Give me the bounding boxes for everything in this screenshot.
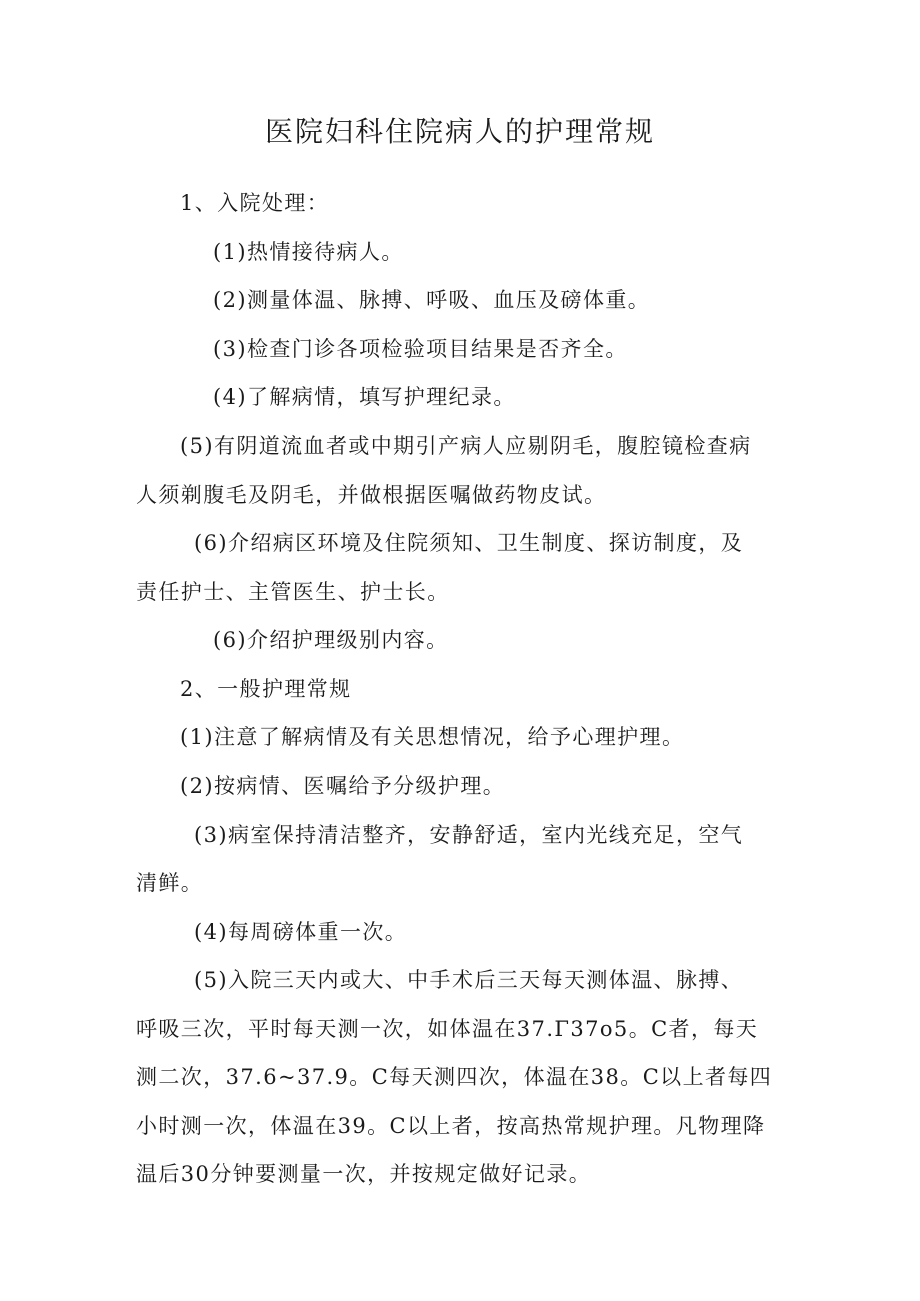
list-item: (2)按病情、医嘱给予分级护理。 — [180, 774, 506, 798]
list-item: (3)病室保持清洁整齐，安静舒适，室内光线充足，空气 — [194, 823, 744, 847]
section-heading-general-care: 2、一般护理常规 — [180, 677, 352, 701]
list-item: (6)介绍护理级别内容。 — [213, 628, 449, 652]
list-item: (6)介绍病区环境及住院须知、卫生制度、探访制度，及 — [194, 531, 744, 555]
section-heading-admission: 1、入院处理： — [180, 191, 330, 215]
list-item-continuation: 呼吸三次，平时每天测一次，如体温在37.Γ37o5。C者，每天 — [136, 1017, 759, 1041]
list-item: (5)入院三天内或大、中手术后三天每天测体温、脉搏、 — [194, 968, 744, 992]
list-item-continuation: 责任护士、主管医生、护士长。 — [136, 580, 450, 604]
list-item: (5)有阴道流血者或中期引产病人应剔阴毛，腹腔镜检查病 — [180, 434, 752, 458]
list-item: (1)热情接待病人。 — [213, 240, 404, 264]
list-item-continuation: 清鲜。 — [136, 871, 204, 895]
list-item: (4)每周磅体重一次。 — [194, 920, 408, 944]
list-item-continuation: 测二次，37.6~37.9。C每天测四次，体温在38。C以上者每四 — [136, 1065, 773, 1089]
list-item: (1)注意了解病情及有关思想情况，给予心理护理。 — [180, 725, 685, 749]
list-item-continuation: 小时测一次，体温在39。C以上者，按高热常规护理。凡物理降 — [136, 1114, 766, 1138]
list-item: (2)测量体温、脉搏、呼吸、血压及磅体重。 — [213, 288, 651, 312]
list-item-continuation: 温后30分钟要测量一次，并按规定做好记录。 — [136, 1162, 592, 1186]
page-title: 医院妇科住院病人的护理常规 — [264, 115, 655, 148]
list-item: (3)检查门诊各项检验项目结果是否齐全。 — [213, 337, 628, 361]
list-item: (4)了解病情，填写护理纪录。 — [213, 385, 516, 409]
list-item-continuation: 人须剃腹毛及阴毛，并做根据医嘱做药物皮试。 — [136, 483, 607, 507]
